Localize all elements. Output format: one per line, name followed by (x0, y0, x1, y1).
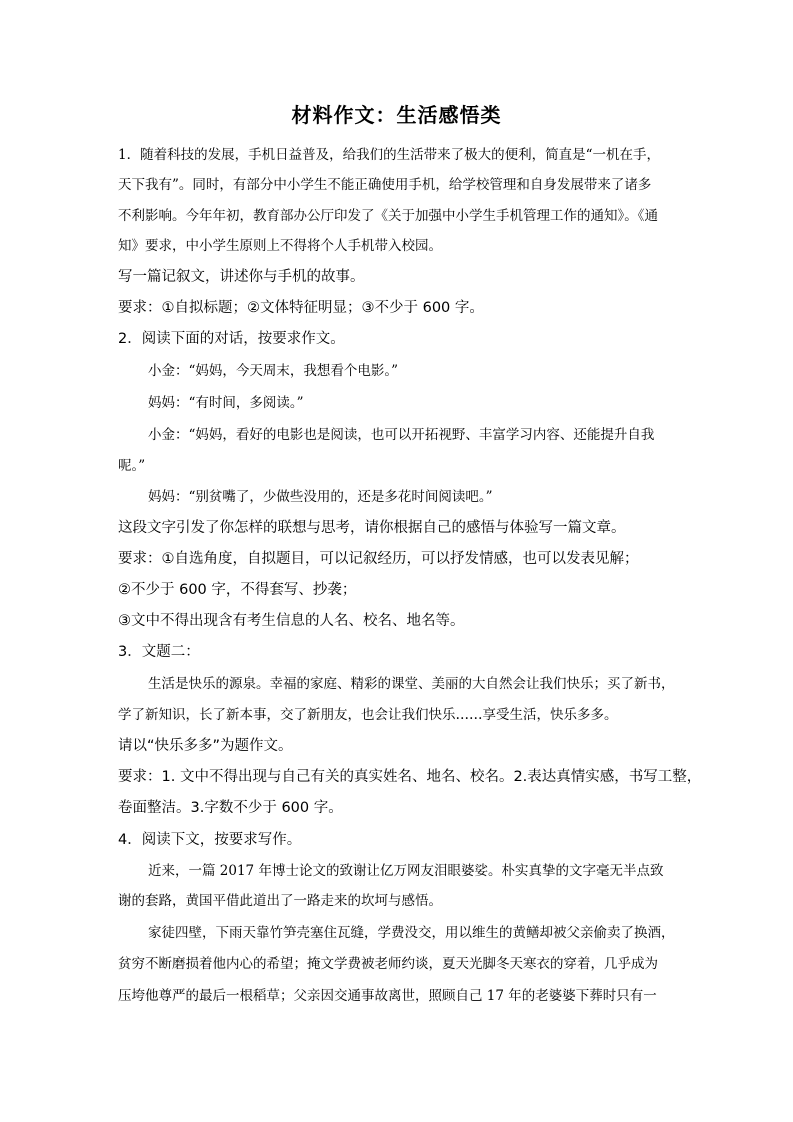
text-line: 压垮他尊严的最后一根稻草；父亲因交通事故离世，照顾自己 17 年的老婆婆下葬时只有一 (118, 988, 657, 1004)
text-line: 2．阅读下面的对话，按要求作文。 (118, 331, 345, 347)
text-line: 写一篇记叙文，讲述你与手机的故事。 (118, 269, 365, 285)
text-line: 家徒四壁，下雨天靠竹笋壳塞住瓦缝，学费没交，用以维生的黄鳝却被父亲偷卖了换酒， (148, 925, 675, 941)
text-line: 不利影响。今年年初，教育部办公厅印发了《关于加强中小学生手机管理工作的通知》。《通 (118, 208, 658, 224)
text-line: 妈妈：“有时间，多阅读。” (148, 395, 304, 411)
text-line: 天下我有”。同时，有部分中小学生不能正确使用手机，给学校管理和自身发展带来了诸多 (118, 177, 652, 193)
text-line: 贫穷不断磨损着他内心的希望；掩文学费被老师约谈，夏天光脚冬天寒衣的穿着，几乎成为 (118, 956, 658, 972)
text-line: 4．阅读下文，按要求写作。 (118, 832, 302, 848)
text-line: 谢的套路，黄国平借此道出了一路走来的坎坷与感悟。 (118, 893, 442, 909)
text-line: 小金：“妈妈，今天周末，我想看个电影。” (148, 363, 399, 379)
text-line: 知》要求，中小学生原则上不得将个人手机带入校园。 (118, 238, 442, 254)
text-line: 3．文题二： (118, 644, 200, 660)
text-line: 妈妈：“别贫嘴了，少做些没用的，还是多花时间阅读吧。” (148, 489, 493, 505)
page-title: 材料作文：生活感悟类 (291, 103, 502, 127)
text-line: 要求：①自选角度，自拟题目，可以记叙经历，可以抒发情感，也可以发表见解； (118, 551, 639, 567)
text-line: 近来，一篇 2017 年博士论文的致谢让亿万网友泪眼婆娑。朴实真挚的文字毫无半点致 (148, 863, 664, 879)
text-line: 卷面整洁。3.字数不少于 600 字。 (118, 800, 343, 816)
text-line: 小金：“妈妈，看好的电影也是阅读，也可以开拓视野、丰富学习内容、还能提升自我 (148, 427, 655, 443)
text-line: 这段文字引发了你怎样的联想与思考，请你根据自己的感悟与体验写一篇文章。 (118, 520, 626, 536)
text-line: ③文中不得出现含有考生信息的人名、校名、地名等。 (118, 613, 465, 629)
text-line: 请以“快乐多多”为题作文。 (118, 738, 293, 754)
text-line: 学了新知识，长了新本事，交了新朋友，也会让我们快乐……享受生活，快乐多多。 (118, 707, 618, 723)
text-line: 呢。” (118, 458, 146, 474)
text-line: ②不少于 600 字，不得套写、抄袭； (118, 582, 357, 598)
text-line: 要求：①自拟标题；②文体特征明显；③不少于 600 字。 (118, 300, 484, 316)
text-line: 要求：1. 文中不得出现与自己有关的真实姓名、地名、校名。2.表达真情实感，书写工整， (118, 769, 702, 785)
text-line: 生活是快乐的源泉。幸福的家庭、精彩的课堂、美丽的大自然会让我们快乐；买了新书， (148, 676, 675, 692)
text-line: 1．随着科技的发展，手机日益普及，给我们的生活带来了极大的便利，简直是“一机在手， (118, 147, 660, 163)
